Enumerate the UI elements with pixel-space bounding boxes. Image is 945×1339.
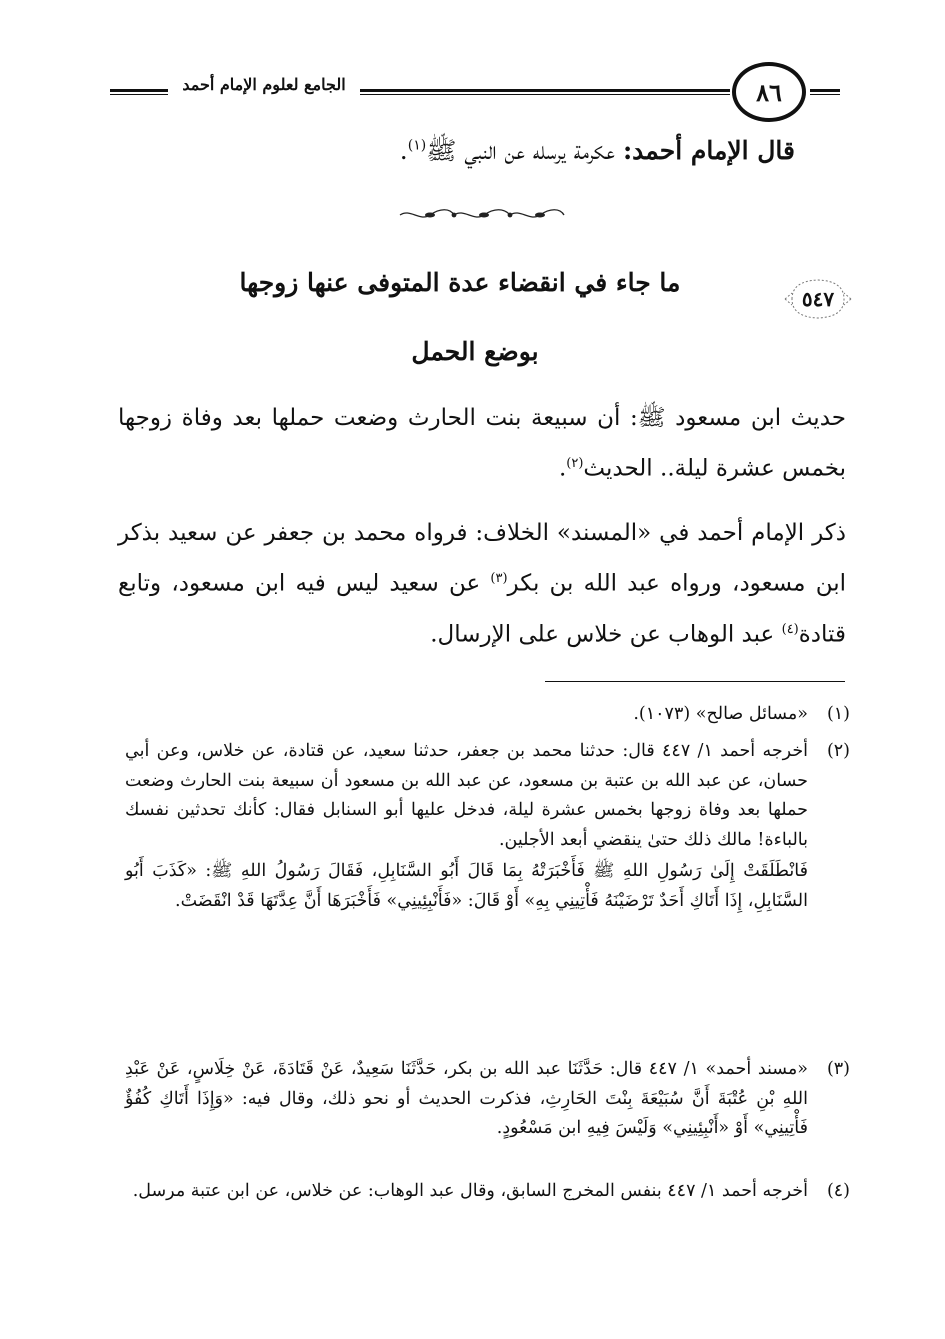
header-rule	[110, 89, 168, 92]
footnote-ref[interactable]: (٢)	[566, 456, 584, 471]
footnote-hadith-text: فَانْطَلَقَتْ إِلَىٰ رَسُولِ اللهِ ﷺ فَأَخْبَرَتْهُ بِمَا قَالَ أَبُو السَّنَابِلِ، فَقَالَ رَسُولُ اللهِ ﷺ: «كَذَبَ أَبُو السَّنَابِلِ، إِذَا أَتَاكِ أَحَدٌ تَرْضَيْنَهُ فَأْتِينِي بِهِ» أَوْ قَالَ: «فَأَنْبِئِينِي» فَأَخْبَرَهَا أَنَّ عِدَّتَهَا قَدْ انْقَضَتْ.	[125, 861, 808, 911]
footnote-ref[interactable]: (٤)	[781, 621, 799, 637]
footnote	[125, 1177, 850, 1207]
header-rule	[360, 89, 730, 92]
footnote-text: أخرجه أحمد ١/ ٤٤٧ بنفس المخرج السابق، وقال عبد الوهاب: عن خلاس، عن ابن عتبة مرسل.	[132, 1181, 808, 1201]
footnote-number: (٢)	[826, 741, 850, 761]
paragraph-text: عن سعيد ليس فيه ابن مسعود، وتابع قتادة	[118, 570, 846, 648]
footnote	[125, 737, 850, 916]
section-subtitle: بوضع الحمل	[411, 337, 539, 366]
section-number: ٥٤٧	[801, 287, 835, 311]
quote-end: .	[399, 136, 408, 165]
header-rule	[360, 94, 730, 95]
header-rule	[810, 94, 840, 95]
body-paragraph	[118, 395, 846, 492]
paragraph-text: ذكر الإمام أحمد في «المسند» الخلاف: فرواه محمد بن جعفر عن سعيد بذكر ابن مسعود، ورواه عبد الله بن بكر	[118, 520, 846, 597]
paragraph-end: .	[558, 455, 567, 482]
footnote	[125, 1055, 850, 1144]
section-title: ما جاء في انقضاء عدة المتوفى عنها زوجها	[239, 268, 681, 297]
quote-label: قال الإمام أحمد:	[622, 136, 795, 165]
footnote-separator	[545, 681, 845, 682]
footnote-number: (٤)	[826, 1181, 850, 1201]
header-rule	[110, 94, 168, 95]
footnote-ref[interactable]: (٣)	[490, 571, 508, 586]
ornament-divider-icon	[396, 208, 568, 222]
paragraph-text: حديث ابن مسعود ﷺ: أن سبيعة بنت الحارث وضعت حملها بعد وفاة زوجها بخمس عشرة ليلة.. الحديث	[118, 405, 846, 482]
section-number-badge	[782, 275, 854, 323]
footnote-number: (١)	[826, 704, 850, 724]
footnote	[125, 700, 850, 730]
page-header	[110, 62, 825, 126]
running-title: الجامع لعلوم الإمام أحمد	[170, 75, 358, 94]
body-paragraph	[118, 510, 846, 657]
page-number: ٨٦	[732, 62, 806, 122]
footnote-text: أخرجه أحمد ١/ ٤٤٧ قال: حدثنا محمد بن جعفر، حدثنا سعيد، عن قتادة، عن خلاس، وعن أبي حسان، عن عبد الله بن عتبة بن مسعود، عن عبد الله بن مسعود أن سبيعة بنت الحارث وضعت حملها بعد وفاة زوجها بخمس عشرة ليلة، فدخل عليها أبو السنابل فقال: كأنك تحدثين نفسك بالباءة! مالك ذلك حتىٰ ينقضي أبعد الأجلين.	[125, 741, 808, 850]
footnote-text: «مسائل صالح» (١٠٧٣).	[633, 704, 808, 724]
paragraph-text: عبد الوهاب عن خلاس على الإرسال.	[430, 621, 782, 648]
header-rule	[810, 89, 840, 92]
top-quote	[275, 135, 795, 172]
footnote-ref[interactable]: (١)	[407, 137, 427, 154]
quote-text: عكرمة يرسله عن النبي ﷺ	[426, 136, 615, 165]
footnote-number: (٣)	[826, 1059, 850, 1079]
footnote-text: «مسند أحمد» ١/ ٤٤٧ قال: حَدَّثَنَا عبد الله بن بكر، حَدَّثَنَا سَعِيدٌ، عَنْ قَتَادَةَ، عَنْ خِلَاسٍ، عَنْ عَبْدِ اللهِ بْنِ عُتْبَةَ أَنَّ سُبَيْعَةَ بِنْتَ الحَارِثِ، فذكرت الحديث أو نحو ذلك، وقال فيه: «وَإِذَا أَتَاكِ كُفُؤٌ فَأْتِينِي» أَوْ «أَنْبِئِينِي» وَلَيْسَ فِيهِ ابن مَسْعُودٍ.	[125, 1059, 808, 1138]
